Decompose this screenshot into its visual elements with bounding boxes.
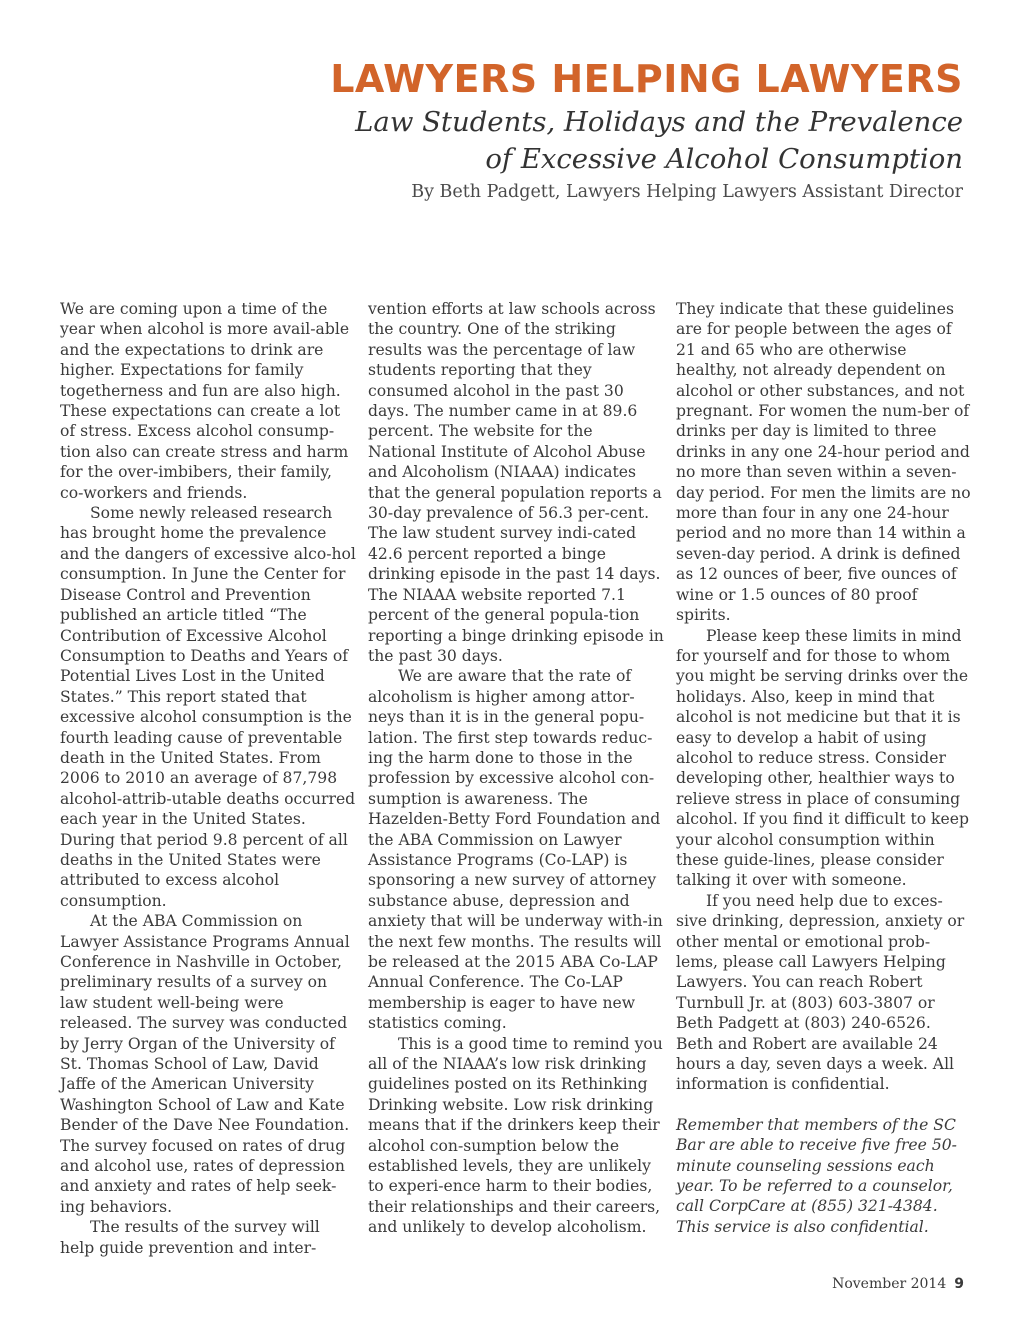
subtitle-line-2: of Excessive Alcohol Consumption (485, 143, 963, 175)
column-1 (60, 299, 356, 1258)
paragraph: vention efforts at law schools across the country. One of the striking results was the percentage of law students reporting that they consumed alcohol in the past 30 days. The number came in at 89.6 percent. The website for the National Institute of Alcohol Abuse and Alcoholism (NIAAA) indicates that the general population reports a 30-day prevalence of 56.3 per-cent. The law student survey indi-cated 42.6 percent reported a binge drinking episode in the past 14 days. The NIAAA website reported 7.1 percent of the general popula-tion reporting a binge drinking episode in the past 30 days. (368, 300, 664, 665)
column-3 (676, 299, 972, 1237)
paragraph: The results of the survey will help guide prevention and inter- (60, 1218, 320, 1257)
paragraph: We are aware that the rate of alcoholism is higher among attor-neys than it is in the general popu-lation. The first step towards reduc-ing the harm done to those in the profession by excessive alcohol con-sumption is awareness. The Hazelden-Betty Ford Foundation and the ABA Commission on Lawyer Assistance Programs (Co-LAP) is sponsoring a new survey of attorney substance abuse, depression and anxiety that will be underway with-in the next few months. The results will be released at the 2015 ABA Co-LAP Annual Conference. The Co-LAP membership is eager to have new statistics coming. (368, 667, 663, 1033)
paragraph: Please keep these limits in mind for yourself and for those to whom you might be serving drinks over the holidays. Also, keep in mind that alcohol is not medicine but that it is easy to develop a habit of using alcohol to reduce stress. Consider developing other, healthier ways to relieve stress in place of consuming alcohol. If you find it difficult to keep your alcohol consumption within these guide-lines, please consider talking it over with someone. (676, 626, 969, 890)
section-title: LAWYERS HELPING LAWYERS (330, 57, 963, 101)
article-header (263, 56, 963, 204)
paragraph: We are coming upon a time of the year when alcohol is more avail-able and the expectations to drink are higher. Expectations for family togetherness and fun are also high. These expectations can create a lot of stress. Excess alcohol consump-tion also can create stress and harm for the over-imbibers, their family, co-workers and friends. (60, 300, 350, 502)
issue-date: November 2014 (832, 1276, 947, 1292)
paragraph: Some newly released research has brought home the prevalence and the dangers of excessive alco-hol consumption. In June the Center for Disease Control and Prevention published an article titled “The Contribution of Excessive Alcohol Consumption to Deaths and Years of Potential Lives Lost in the United States.” This report stated that excessive alcohol consumption is the fourth leading cause of preventable death in the United States. From 2006 to 2010 an average of 87,798 alcohol-attrib-utable deaths occurred each year in the United States. During that period 9.8 percent of all deaths in the United States were attributed to excess alcohol consumption. (60, 504, 356, 910)
paragraph: They indicate that these guidelines are for people between the ages of 21 and 65 who are otherwise healthy, not already dependent on alcohol or other substances, and not pregnant. For women the num-ber of drinks per day is limited to three drinks in any one 24-hour period and no more than seven within a seven-day period. For men the limits are no more than four in any one 24-hour period and no more than 14 within a seven-day period. A drink is defined as 12 ounces of beer, five ounces of wine or 1.5 ounces of 80 proof spirits. (676, 300, 971, 625)
column-2 (368, 299, 664, 1238)
subtitle-line-1: Law Students, Holidays and the Prevalence (355, 106, 963, 138)
paragraph: This is a good time to remind you all of the NIAAA’s low risk drinking guidelines posted on its Rethinking Drinking website. Low risk drinking means that if the drinkers keep their alcohol con-sumption below the established levels, they are unlikely to experi-ence harm to their bodies, their relationships and their careers, and unlikely to develop alcoholism. (368, 1034, 663, 1237)
byline: By Beth Padgett, Lawyers Helping Lawyers Assistant Director (411, 182, 963, 202)
page-footer (832, 1276, 964, 1292)
paragraph: If you need help due to exces-sive drinking, depression, anxiety or other mental or emotional prob-lems, please call Lawyers Helping Lawyers. You can reach Robert Turnbull Jr. at (803) 603-3807 or Beth Padgett at (803) 240-6526. Beth and Robert are available 24 hours a day, seven days a week. All information is confidential. (676, 891, 965, 1094)
page-number: 9 (954, 1276, 964, 1292)
article-subtitle (263, 104, 963, 178)
counseling-note: Remember that members of the SC Bar are able to receive five free 50-minute counseling sessions each year. To be referred to a counselor, call CorpCare at (855) 321-4384. This service is also confidential. (676, 1115, 957, 1236)
paragraph: At the ABA Commission on Lawyer Assistance Programs Annual Conference in Nashville in October, preliminary results of a survey on law student well-being were released. The survey was conducted by Jerry Organ of the University of St. Thomas School of Law, David Jaffe of the American University Washington School of Law and Kate Bender of the Dave Nee Foundation. The survey focused on rates of drug and alcohol use, rates of depression and anxiety and rates of help seek-ing behaviors. (60, 912, 350, 1216)
